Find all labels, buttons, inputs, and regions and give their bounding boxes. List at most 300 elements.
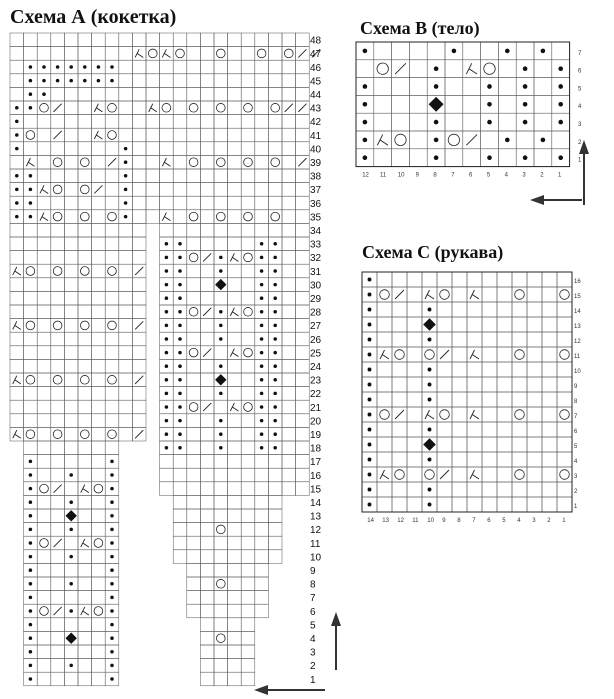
chart-cell bbox=[527, 467, 542, 482]
purl-dot-icon bbox=[69, 555, 73, 559]
ssk-icon bbox=[94, 131, 102, 139]
chart-cell bbox=[160, 142, 174, 156]
chart-cell bbox=[214, 659, 228, 673]
purl-dot-icon bbox=[29, 636, 33, 640]
row-number-label: 47 bbox=[310, 49, 322, 61]
chart-cell bbox=[200, 223, 214, 237]
chart-cell bbox=[282, 414, 296, 428]
k2tog-icon bbox=[135, 430, 143, 438]
chart-cell bbox=[241, 101, 255, 115]
chart-cell bbox=[296, 373, 310, 387]
chart-cell bbox=[452, 287, 467, 302]
yarn-over-icon bbox=[216, 49, 225, 58]
chart-cell bbox=[241, 495, 255, 509]
purl-dot-icon bbox=[178, 392, 182, 396]
purl-dot-icon bbox=[165, 392, 169, 396]
chart-cell bbox=[146, 155, 160, 169]
chart-cell bbox=[467, 317, 482, 332]
chart-cell bbox=[24, 332, 38, 346]
chart-cell bbox=[241, 47, 255, 61]
row-number-label: 5 bbox=[578, 86, 582, 93]
chart-cell bbox=[78, 87, 92, 101]
chart-cell bbox=[282, 237, 296, 251]
column-number-label: 6 bbox=[487, 518, 491, 524]
chart-cell bbox=[64, 400, 78, 414]
purl-dot-icon bbox=[15, 120, 19, 124]
purl-dot-icon bbox=[219, 324, 223, 328]
chart-cell bbox=[173, 155, 187, 169]
ssk-icon bbox=[230, 308, 238, 316]
chart-cell bbox=[37, 101, 51, 115]
chart-cell bbox=[228, 264, 242, 278]
chart-cell bbox=[92, 210, 106, 224]
chart-cell bbox=[407, 362, 422, 377]
chart-cell bbox=[463, 60, 481, 78]
chart-cell bbox=[64, 563, 78, 577]
chart-cell bbox=[187, 223, 201, 237]
chart-cell bbox=[146, 115, 160, 129]
chart-cell bbox=[296, 251, 310, 265]
chart-cell bbox=[497, 467, 512, 482]
chart-cell bbox=[51, 414, 65, 428]
chart-cell bbox=[160, 101, 174, 115]
chart-cell bbox=[64, 155, 78, 169]
chart-cell bbox=[105, 115, 119, 129]
chart-cell bbox=[146, 33, 160, 47]
chart-cell bbox=[78, 196, 92, 210]
row-number-label: 29 bbox=[310, 294, 322, 306]
chart-cell bbox=[255, 563, 269, 577]
chart-cell bbox=[482, 287, 497, 302]
chart-cell bbox=[64, 115, 78, 129]
chart-cell bbox=[173, 33, 187, 47]
ssk-icon bbox=[425, 410, 434, 419]
chart-cell bbox=[51, 550, 65, 564]
chart-cell bbox=[392, 437, 407, 452]
chart-cell bbox=[557, 362, 572, 377]
k2tog-icon bbox=[285, 104, 293, 112]
yarn-over-icon bbox=[244, 348, 253, 357]
chart-cell bbox=[119, 400, 133, 414]
chart-cell bbox=[467, 392, 482, 407]
purl-dot-icon bbox=[219, 432, 223, 436]
chart-cell bbox=[296, 142, 310, 156]
purl-dot-icon bbox=[368, 278, 372, 282]
chart-cell bbox=[482, 302, 497, 317]
row-number-label: 21 bbox=[310, 402, 322, 414]
chart-cell bbox=[377, 302, 392, 317]
purl-dot-icon bbox=[219, 337, 223, 341]
chart-cell bbox=[187, 305, 201, 319]
purl-dot-icon bbox=[29, 487, 33, 491]
chart-cell bbox=[51, 591, 65, 605]
chart-cell bbox=[132, 251, 146, 265]
chart-cell bbox=[51, 373, 65, 387]
chart-cell bbox=[37, 455, 51, 469]
yarn-over-icon bbox=[176, 49, 185, 58]
row-number-label: 6 bbox=[574, 428, 578, 435]
chart-cell bbox=[78, 332, 92, 346]
chart-cell bbox=[132, 169, 146, 183]
chart-cell bbox=[37, 237, 51, 251]
chart-cell bbox=[527, 392, 542, 407]
chart-cell bbox=[282, 115, 296, 129]
chart-cell bbox=[173, 210, 187, 224]
chart-cell bbox=[241, 196, 255, 210]
chart-cell bbox=[187, 128, 201, 142]
purl-dot-icon bbox=[29, 460, 33, 464]
chart-cell bbox=[78, 223, 92, 237]
chart-cell bbox=[160, 468, 174, 482]
purl-dot-icon bbox=[368, 293, 372, 297]
chart-cell bbox=[78, 183, 92, 197]
chart-cell bbox=[51, 47, 65, 61]
chart-cell bbox=[542, 452, 557, 467]
k2tog-icon bbox=[94, 185, 102, 193]
bobble-diamond-icon bbox=[423, 318, 436, 331]
chart-cell bbox=[268, 210, 282, 224]
purl-dot-icon bbox=[29, 623, 33, 627]
chart-cell bbox=[557, 377, 572, 392]
chart-cell bbox=[296, 427, 310, 441]
chart-cell bbox=[24, 115, 38, 129]
purl-dot-icon bbox=[29, 664, 33, 668]
chart-cell bbox=[24, 251, 38, 265]
chart-cell bbox=[356, 60, 374, 78]
chart-cell bbox=[241, 482, 255, 496]
chart-cell bbox=[255, 115, 269, 129]
chart-cell bbox=[497, 347, 512, 362]
chart-cell bbox=[160, 183, 174, 197]
chart-cell bbox=[78, 155, 92, 169]
chart-cell bbox=[228, 47, 242, 61]
chart-cell bbox=[64, 455, 78, 469]
chart-cell bbox=[119, 319, 133, 333]
row-number-label: 7 bbox=[574, 413, 578, 420]
chart-cell bbox=[51, 427, 65, 441]
chart-cell bbox=[282, 482, 296, 496]
chart-cell bbox=[268, 142, 282, 156]
chart-cell bbox=[268, 509, 282, 523]
chart-cell bbox=[64, 223, 78, 237]
purl-dot-icon bbox=[165, 364, 169, 368]
chart-cell bbox=[467, 467, 482, 482]
chart-cell bbox=[228, 550, 242, 564]
chart-cell bbox=[105, 291, 119, 305]
row-number-label: 33 bbox=[310, 239, 322, 251]
chart-cell bbox=[482, 317, 497, 332]
chart-cell bbox=[377, 452, 392, 467]
chart-cell bbox=[512, 392, 527, 407]
yarn-over-icon bbox=[395, 350, 405, 360]
chart-cell bbox=[24, 128, 38, 142]
column-number-label: 8 bbox=[457, 518, 461, 524]
chart-cell bbox=[132, 196, 146, 210]
purl-dot-icon bbox=[273, 296, 277, 300]
chart-cell bbox=[377, 362, 392, 377]
chart-cell bbox=[187, 278, 201, 292]
row-number-label: 30 bbox=[310, 280, 322, 292]
yarn-over-icon bbox=[440, 410, 450, 420]
ssk-icon bbox=[149, 104, 157, 112]
yarn-over-icon bbox=[440, 290, 450, 300]
chart-cell bbox=[452, 392, 467, 407]
chart-cell bbox=[214, 60, 228, 74]
yarn-over-icon bbox=[395, 470, 405, 480]
purl-dot-icon bbox=[260, 269, 264, 273]
chart-cell bbox=[268, 115, 282, 129]
chart-cell bbox=[24, 387, 38, 401]
chart-cell bbox=[282, 387, 296, 401]
chart-cell bbox=[64, 305, 78, 319]
chart-cell bbox=[78, 577, 92, 591]
chart-cell bbox=[187, 47, 201, 61]
chart-cell bbox=[214, 672, 228, 686]
chart-cell bbox=[132, 291, 146, 305]
chart-cell bbox=[37, 251, 51, 265]
chart-cell bbox=[78, 47, 92, 61]
chart-cell bbox=[437, 302, 452, 317]
chart-cell bbox=[214, 169, 228, 183]
chart-cell bbox=[422, 272, 437, 287]
chart-cell bbox=[214, 291, 228, 305]
chart-cell bbox=[160, 33, 174, 47]
k2tog-icon bbox=[54, 131, 62, 139]
chart-cell bbox=[452, 317, 467, 332]
chart-cell bbox=[24, 427, 38, 441]
purl-dot-icon bbox=[487, 84, 492, 89]
yarn-over-icon bbox=[162, 103, 171, 112]
chart-cell bbox=[78, 115, 92, 129]
chart-cell bbox=[409, 95, 427, 113]
yarn-over-icon bbox=[189, 307, 198, 316]
chart-cell bbox=[255, 47, 269, 61]
chart-cell bbox=[78, 142, 92, 156]
purl-dot-icon bbox=[273, 446, 277, 450]
chart-cell bbox=[512, 302, 527, 317]
row-number-label: 41 bbox=[310, 130, 322, 142]
yarn-over-icon bbox=[484, 63, 495, 74]
chart-cell bbox=[452, 422, 467, 437]
chart-cell bbox=[241, 455, 255, 469]
chart-cell bbox=[241, 305, 255, 319]
yarn-over-icon bbox=[515, 470, 525, 480]
chart-cell bbox=[241, 427, 255, 441]
chart-cell bbox=[268, 223, 282, 237]
chart-cell bbox=[214, 523, 228, 537]
ssk-icon bbox=[81, 485, 89, 493]
chart-cell bbox=[228, 359, 242, 373]
chart-cell bbox=[92, 251, 106, 265]
chart-cell bbox=[92, 509, 106, 523]
chart-cell bbox=[173, 169, 187, 183]
chart-cell bbox=[452, 347, 467, 362]
chart-cell bbox=[552, 42, 570, 60]
chart-cell bbox=[187, 346, 201, 360]
chart-cell bbox=[282, 87, 296, 101]
chart-cell bbox=[512, 317, 527, 332]
purl-dot-icon bbox=[368, 458, 372, 462]
chart-cell bbox=[37, 468, 51, 482]
purl-dot-icon bbox=[124, 174, 128, 178]
chart-cell bbox=[557, 287, 572, 302]
chart-cell bbox=[527, 272, 542, 287]
chart-cell bbox=[173, 523, 187, 537]
chart-cell bbox=[241, 672, 255, 686]
column-number-label: 3 bbox=[532, 518, 536, 524]
purl-dot-icon bbox=[178, 310, 182, 314]
chart-cell bbox=[214, 563, 228, 577]
chart-cell bbox=[557, 452, 572, 467]
chart-cell bbox=[105, 359, 119, 373]
chart-cell bbox=[78, 509, 92, 523]
chart-cell bbox=[10, 359, 24, 373]
yarn-over-icon bbox=[40, 607, 49, 616]
chart-cell bbox=[463, 95, 481, 113]
chart-cell bbox=[214, 604, 228, 618]
chart-cell bbox=[214, 87, 228, 101]
chart-cell bbox=[228, 346, 242, 360]
purl-dot-icon bbox=[434, 84, 439, 89]
row-number-label: 24 bbox=[310, 362, 322, 374]
chart-cell bbox=[445, 95, 463, 113]
chart-cell bbox=[78, 455, 92, 469]
chart-cell bbox=[255, 142, 269, 156]
chart-cell bbox=[427, 42, 445, 60]
chart-cell bbox=[268, 536, 282, 550]
purl-dot-icon bbox=[428, 368, 432, 372]
chart-cell bbox=[119, 278, 133, 292]
chart-cell bbox=[296, 278, 310, 292]
chart-cell bbox=[377, 407, 392, 422]
chart-cell bbox=[214, 468, 228, 482]
yarn-over-icon bbox=[271, 103, 280, 112]
chart-cell bbox=[241, 319, 255, 333]
chart-cell bbox=[37, 169, 51, 183]
yarn-over-icon bbox=[40, 484, 49, 493]
chart-cell bbox=[51, 264, 65, 278]
chart-cell bbox=[214, 128, 228, 142]
chart-cell bbox=[37, 183, 51, 197]
chart-cell bbox=[64, 482, 78, 496]
chart-cell bbox=[92, 332, 106, 346]
chart-cell bbox=[51, 237, 65, 251]
chart-cell bbox=[437, 332, 452, 347]
column-number-label: 5 bbox=[486, 172, 491, 179]
chart-cell bbox=[173, 550, 187, 564]
chart-cell bbox=[24, 278, 38, 292]
ssk-icon bbox=[13, 267, 21, 275]
purl-dot-icon bbox=[69, 79, 73, 83]
row-number-label: 45 bbox=[310, 76, 322, 88]
purl-dot-icon bbox=[260, 378, 264, 382]
ssk-icon bbox=[40, 185, 48, 193]
chart-cell bbox=[64, 536, 78, 550]
chart-cell bbox=[241, 387, 255, 401]
chart-cell bbox=[173, 87, 187, 101]
chart-cell bbox=[92, 550, 106, 564]
chart-cell bbox=[146, 183, 160, 197]
purl-dot-icon bbox=[260, 324, 264, 328]
ssk-icon bbox=[466, 63, 477, 74]
purl-dot-icon bbox=[110, 65, 114, 69]
chart-cell bbox=[392, 149, 410, 167]
row-number-label: 6 bbox=[578, 68, 582, 75]
chart-cell bbox=[482, 467, 497, 482]
chart-cell bbox=[241, 60, 255, 74]
chart-cell bbox=[200, 332, 214, 346]
chart-cell bbox=[51, 183, 65, 197]
ssk-icon bbox=[26, 158, 34, 166]
chart-cell bbox=[374, 42, 392, 60]
chart-cell bbox=[255, 604, 269, 618]
purl-dot-icon bbox=[523, 102, 528, 107]
chart-cell bbox=[557, 482, 572, 497]
purl-dot-icon bbox=[110, 582, 114, 586]
chart-cell bbox=[200, 659, 214, 673]
chart-cell bbox=[51, 115, 65, 129]
purl-dot-icon bbox=[273, 392, 277, 396]
chart-cell bbox=[200, 455, 214, 469]
chart-cell bbox=[534, 149, 552, 167]
purl-dot-icon bbox=[29, 188, 33, 192]
purl-dot-icon bbox=[165, 419, 169, 423]
chart-cell bbox=[214, 101, 228, 115]
purl-dot-icon bbox=[110, 79, 114, 83]
chart-cell bbox=[200, 74, 214, 88]
chart-cell bbox=[173, 128, 187, 142]
yarn-over-icon bbox=[108, 375, 117, 384]
chart-cell bbox=[516, 131, 534, 149]
chart-cell bbox=[407, 452, 422, 467]
chart-cell bbox=[407, 437, 422, 452]
row-number-label: 8 bbox=[574, 398, 578, 405]
chart-cell bbox=[407, 482, 422, 497]
purl-dot-icon bbox=[368, 323, 372, 327]
chart-cell bbox=[255, 74, 269, 88]
chart-cell bbox=[527, 407, 542, 422]
chart-cell bbox=[407, 497, 422, 512]
chart-cell bbox=[255, 155, 269, 169]
purl-dot-icon bbox=[368, 368, 372, 372]
chart-cell bbox=[24, 441, 38, 455]
chart-cell bbox=[482, 407, 497, 422]
chart-cell bbox=[51, 87, 65, 101]
row-number-label: 48 bbox=[310, 35, 322, 47]
chart-cell bbox=[228, 645, 242, 659]
chart-cell bbox=[228, 169, 242, 183]
chart-cell bbox=[527, 332, 542, 347]
chart-cell bbox=[92, 672, 106, 686]
chart-cell bbox=[497, 452, 512, 467]
purl-dot-icon bbox=[178, 269, 182, 273]
chart-cell bbox=[51, 291, 65, 305]
chart-cell bbox=[37, 33, 51, 47]
chart-cell bbox=[92, 291, 106, 305]
chart-cell bbox=[187, 495, 201, 509]
chart-cell bbox=[452, 407, 467, 422]
row-number-label: 27 bbox=[310, 321, 322, 333]
chart-cell bbox=[392, 272, 407, 287]
purl-dot-icon bbox=[178, 419, 182, 423]
chart-cell bbox=[10, 305, 24, 319]
chart-cell bbox=[92, 577, 106, 591]
chart-cell bbox=[214, 346, 228, 360]
chart-cell bbox=[557, 437, 572, 452]
chart-cell bbox=[37, 577, 51, 591]
chart-cell bbox=[160, 115, 174, 129]
chart-cell bbox=[228, 101, 242, 115]
